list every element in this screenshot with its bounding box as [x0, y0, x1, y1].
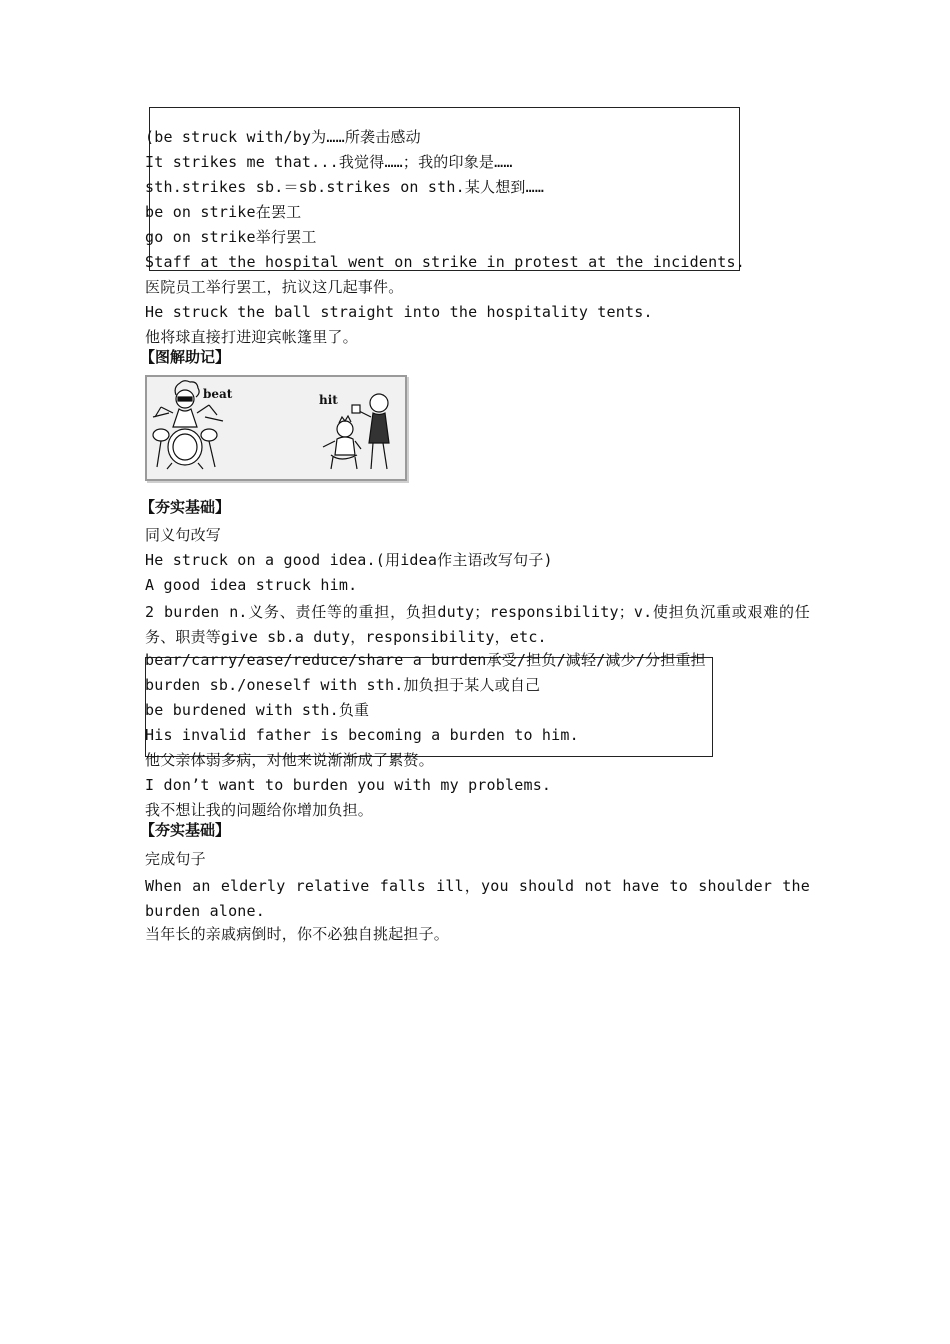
text-line: He struck the ball straight into the hospitality tents. — [145, 303, 653, 321]
text-line: 他将球直接打进迎宾帐篷里了。 — [145, 328, 358, 346]
text-paragraph: When an elderly relative falls ill，you should not have to shoulder the burden alone. — [145, 877, 810, 920]
mnemonic-illustration — [145, 375, 407, 481]
text-line: sth.strikes sb.＝sb.strikes on sth.某人想到…… — [145, 178, 545, 196]
text-paragraph: 2 burden n.义务、责任等的重担，负担duty；responsibility；v.使担负沉重或艰难的任务、职责等give sb.a duty，responsibility，etc. — [145, 603, 810, 646]
text-line: 同义句改写 — [145, 526, 222, 544]
text-line: His invalid father is becoming a burden to him. — [145, 726, 579, 744]
text-line: bear/carry/ease/reduce/share a burden承受/担负/减轻/减少/分担重担 — [145, 651, 706, 669]
section-heading: 【夯实基础】 — [140, 498, 231, 516]
text-line: He struck on a good idea.(用idea作主语改写句子) — [145, 551, 553, 569]
hit-label: hit — [319, 393, 338, 407]
text-line: 我不想让我的问题给你增加负担。 — [145, 801, 374, 819]
text-line: (be struck with/by为……所袭击感动 — [145, 128, 421, 146]
text-line: burden sb./oneself with sth.加负担于某人或自己 — [145, 676, 541, 694]
beat-label: beat — [203, 387, 233, 401]
text-line: It strikes me that...我觉得……；我的印象是…… — [145, 153, 513, 171]
text-line: I don’t want to burden you with my problems. — [145, 776, 552, 794]
text-line: 当年长的亲戚病倒时，你不必独自挑起担子。 — [145, 925, 450, 943]
text-line: 医院员工举行罢工，抗议这几起事件。 — [145, 278, 404, 296]
beat-hit-drawing — [147, 377, 405, 479]
section-heading: 【图解助记】 — [140, 348, 231, 366]
text-line: 完成句子 — [145, 850, 206, 868]
text-line: be on strike在罢工 — [145, 203, 302, 221]
text-line: Staff at the hospital went on strike in protest at the incidents. — [145, 253, 745, 271]
text-line: be burdened with sth.负重 — [145, 701, 370, 719]
text-line: go on strike举行罢工 — [145, 228, 317, 246]
text-line: 他父亲体弱多病，对他来说渐渐成了累赘。 — [145, 751, 434, 769]
section-heading: 【夯实基础】 — [140, 821, 231, 839]
text-line: A good idea struck him. — [145, 576, 358, 594]
